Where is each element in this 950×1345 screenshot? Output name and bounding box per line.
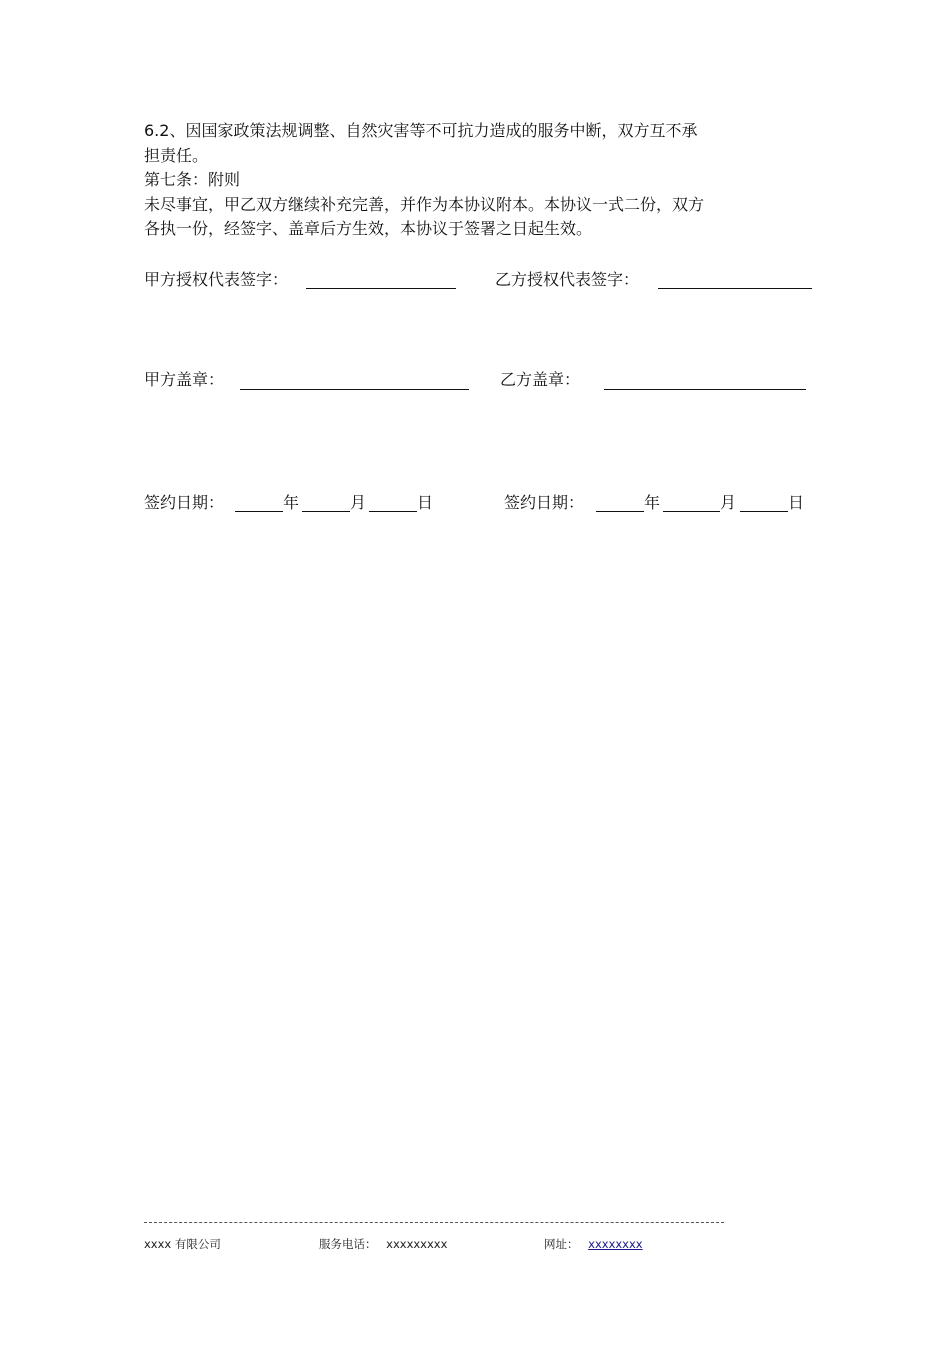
footer-website [544, 1236, 643, 1252]
clause-6-2 [144, 119, 704, 242]
party-a-date-label: 签约日期： [144, 493, 225, 512]
clause-6-2-line2: 担责任。 [144, 145, 209, 165]
party-b-day-line[interactable] [740, 511, 788, 512]
party-a-year-unit: 年 [283, 493, 300, 512]
party-b-rep-label: 乙方授权代表签字： [495, 270, 640, 289]
party-b-rep-signature-line[interactable] [658, 288, 812, 289]
party-b-month-unit: 月 [720, 493, 737, 512]
party-b-date-label: 签约日期： [504, 493, 585, 512]
footer-website-label: 网址： [544, 1237, 579, 1251]
footer-divider [144, 1222, 724, 1223]
party-a-month-line[interactable] [302, 511, 350, 512]
party-b-year-unit: 年 [644, 493, 661, 512]
party-a-day-line[interactable] [369, 511, 417, 512]
party-a-month-unit: 月 [350, 493, 367, 512]
party-b-seal-line[interactable] [604, 389, 806, 390]
party-b-year-line[interactable] [596, 511, 644, 512]
article-7-line1: 未尽事宜，甲乙双方继续补充完善，并作为本协议附本。本协议一式二份，双方 [144, 194, 705, 214]
footer-phone-label: 服务电话： [319, 1237, 377, 1251]
article-7-line2: 各执一份，经签字、盖章后方生效，本协议于签署之日起生效。 [144, 219, 593, 238]
party-a-year-line[interactable] [235, 511, 283, 512]
party-a-day-unit: 日 [417, 493, 434, 512]
party-a-rep-signature-line[interactable] [306, 288, 456, 289]
footer-phone-value: xxxxxxxxx [386, 1237, 448, 1251]
party-b-month-line[interactable] [663, 511, 720, 512]
party-a-seal-line[interactable] [240, 389, 469, 390]
party-a-seal-label: 甲方盖章： [144, 370, 225, 389]
footer-company: xxxx 有限公司 [144, 1237, 221, 1251]
party-b-seal-label: 乙方盖章： [500, 370, 581, 389]
clause-6-2-line1: 6.2、因国家政策法规调整、自然灾害等不可抗力造成的服务中断，双方互不承 [144, 121, 698, 140]
party-b-day-unit: 日 [788, 493, 805, 512]
footer-phone [319, 1236, 447, 1252]
article-7-title: 第七条：附则 [144, 170, 241, 189]
party-a-rep-label: 甲方授权代表签字： [144, 270, 289, 289]
footer-website-link[interactable]: xxxxxxxx [588, 1237, 643, 1251]
